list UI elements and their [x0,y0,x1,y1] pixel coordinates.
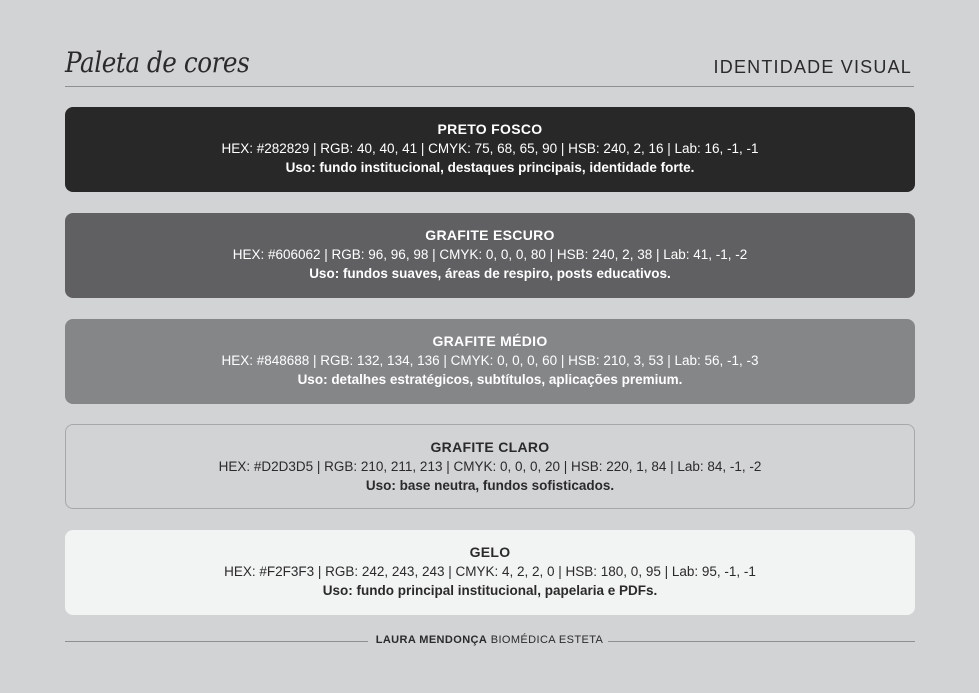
color-usage: Uso: fundos suaves, áreas de respiro, posts educativos. [309,266,671,281]
color-name: GRAFITE ESCURO [425,227,555,243]
color-card-grafite-escuro [65,213,915,298]
color-usage: Uso: base neutra, fundos sofisticados. [365,478,615,493]
color-card-grafite-claro [65,424,915,509]
page-header [65,40,914,87]
color-specs: HEX: #606062 | RGB: 96, 96, 98 | CMYK: 0, 0, 0, 80 | HSB: 240, 2, 38 | Lab: 41, -1, -2 [232,247,748,262]
color-name: GRAFITE MÉDIO [432,333,548,349]
footer [0,634,979,646]
color-specs: HEX: #D2D3D5 | RGB: 210, 211, 213 | CMYK: 0, 0, 0, 20 | HSB: 220, 1, 84 | Lab: 84, -1, -2 [218,459,762,474]
color-name: GELO [469,544,511,560]
color-usage: Uso: fundo principal institucional, papelaria e PDFs. [322,583,658,598]
color-name: PRETO FOSCO [437,121,543,137]
color-specs: HEX: #848688 | RGB: 132, 134, 136 | CMYK: 0, 0, 0, 60 | HSB: 210, 3, 53 | Lab: 56, -1, -3 [221,353,759,368]
color-card-preto-fosco [65,107,915,192]
color-usage: Uso: fundo institucional, destaques principais, identidade forte. [285,160,695,175]
page-subtitle: IDENTIDADE VISUAL [713,57,912,77]
color-card-gelo [65,530,915,615]
color-specs: HEX: #F2F3F3 | RGB: 242, 243, 243 | CMYK: 4, 2, 2, 0 | HSB: 180, 0, 95 | Lab: 95, -1, -1 [224,564,756,579]
page-title: Paleta de cores [65,46,250,79]
color-specs: HEX: #282829 | RGB: 40, 40, 41 | CMYK: 75, 68, 65, 90 | HSB: 240, 2, 16 | Lab: 16, -1, -1 [221,141,759,156]
color-name: GRAFITE CLARO [430,439,550,455]
footer-brand: LAURA MENDONÇA [375,634,488,646]
color-card-grafite-medio [65,319,915,404]
footer-role: BIOMÉDICA ESTETA [490,634,604,646]
color-usage: Uso: detalhes estratégicos, subtítulos, aplicações premium. [297,372,683,387]
